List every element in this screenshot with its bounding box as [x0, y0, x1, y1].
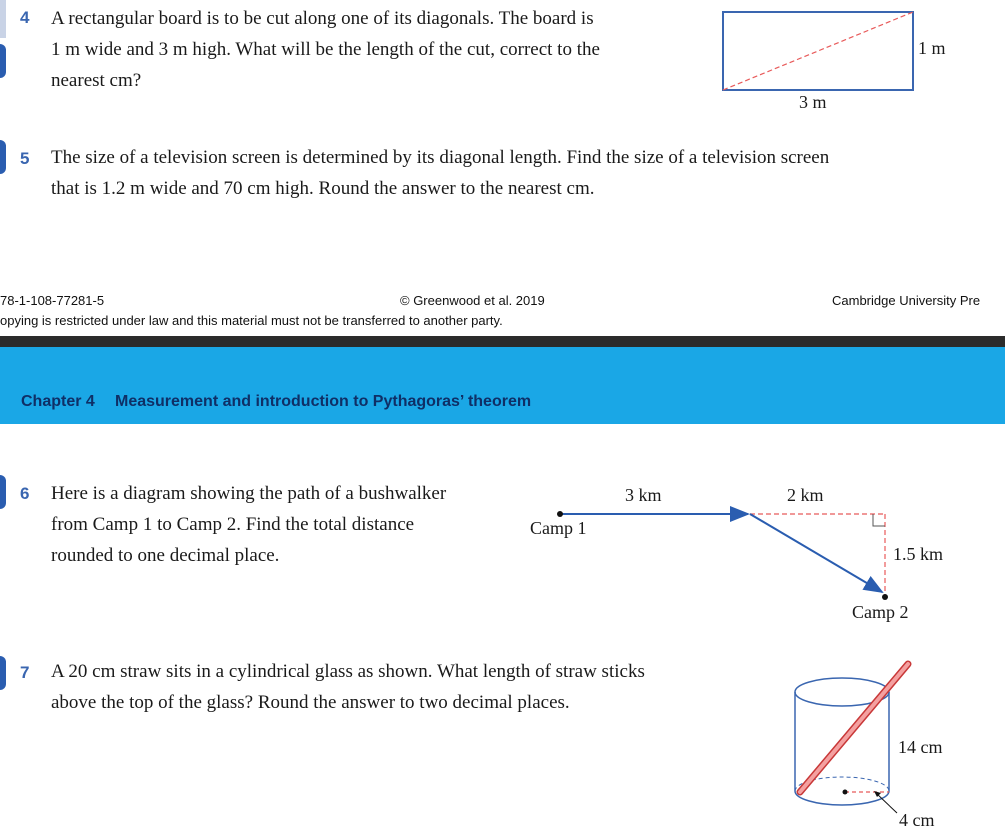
publisher: Cambridge University Pre: [832, 293, 981, 308]
rectangle-diagram: [715, 5, 975, 120]
camp1-point: [557, 511, 563, 517]
chapter-banner: [0, 347, 1005, 424]
question-number: 4: [20, 8, 30, 27]
text-line: from Camp 1 to Camp 2. Find the total distance: [51, 514, 415, 535]
height-label: 14 cm: [898, 737, 943, 757]
leader-line: [870, 788, 900, 816]
text-line: Here is a diagram showing the path of a bushwalker: [51, 483, 447, 504]
chapter-title: Measurement and introduction to Pythagoras’ theorem: [115, 393, 532, 410]
chapter-label: Chapter 4: [21, 393, 95, 410]
width-label: 3 m: [799, 92, 827, 112]
radius-label: 4 cm: [899, 810, 935, 830]
base-centre: [843, 790, 848, 795]
distance-label: 2 km: [787, 485, 824, 505]
distance-label: 1.5 km: [893, 544, 944, 564]
camp2-point: [882, 594, 888, 600]
path-segment-2: [750, 514, 882, 592]
question-text: [51, 3, 600, 96]
question-text: [51, 478, 446, 571]
question-text: [51, 142, 829, 204]
right-angle-mark: [873, 514, 885, 526]
question-number: 7: [20, 663, 30, 682]
text-line: nearest cm?: [51, 70, 142, 91]
question-tab: [0, 44, 6, 78]
question-number: 6: [20, 484, 30, 503]
bushwalk-diagram: [540, 495, 900, 615]
text-line: above the top of the glass? Round the answer to two decimal places.: [51, 692, 570, 713]
text-line: that is 1.2 m wide and 70 cm high. Round the answer to the nearest cm.: [51, 178, 595, 199]
camp1-label: Camp 1: [530, 518, 587, 538]
diagonal-cut: [723, 12, 913, 90]
question-text: [51, 656, 645, 718]
text-line: 1 m wide and 3 m high. What will be the length of the cut, correct to the: [51, 39, 600, 60]
height-label: 1 m: [918, 38, 946, 58]
text-line: A 20 cm straw sits in a cylindrical glass as shown. What length of straw sticks: [51, 661, 645, 682]
question-number: 5: [20, 149, 30, 168]
question-tab: [0, 140, 6, 174]
text-line: rounded to one decimal place.: [51, 545, 280, 566]
isbn: 78-1-108-77281-5: [0, 293, 105, 308]
question-tab: [0, 656, 6, 690]
text-line: A rectangular board is to be cut along one of its diagonals. The board is: [51, 8, 594, 29]
question-tab: [0, 475, 6, 509]
question-tab: [0, 0, 6, 38]
straw: [800, 664, 908, 792]
distance-label: 3 km: [625, 485, 662, 505]
copyright: © Greenwood et al. 2019: [400, 293, 545, 308]
copyright-notice: opying is restricted under law and this material must not be transferred to another party.: [0, 313, 503, 328]
text-line: The size of a television screen is determined by its diagonal length. Find the size of a television screen: [51, 147, 830, 168]
page-divider: [0, 336, 1005, 347]
camp2-label: Camp 2: [852, 602, 909, 622]
